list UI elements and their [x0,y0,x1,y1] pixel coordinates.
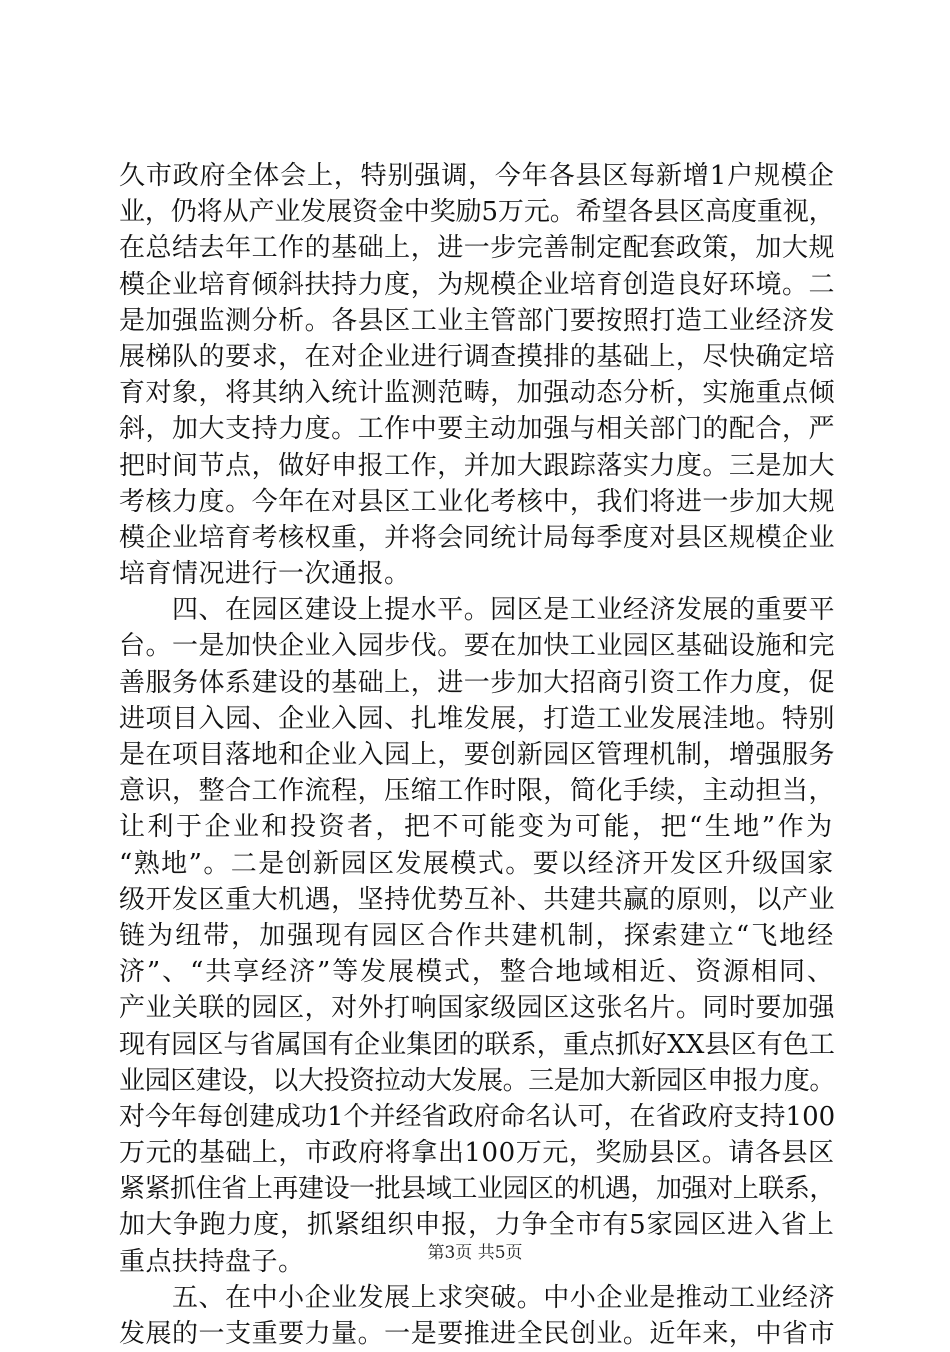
text-line: 展梯队的要求，在对企业进行调查摸排的基础上，尽快确定培 [119,341,835,372]
text-line: 紧紧抓住省上再建设一批县域工业园区的机遇，加强对上联系， [119,1174,835,1205]
text-line: 级开发区重大机遇，坚持优势互补、共建共赢的原则，以产业 [119,884,835,915]
text-line: 业园区建设，以大投资拉动大发展。三是加大新园区申报力度。 [119,1065,835,1096]
text-line: 育对象，将其纳入统计监测范畴，加强动态分析，实施重点倾 [119,378,835,409]
text-line: 模企业培育考核权重，并将会同统计局每季度对县区规模企业 [119,522,835,553]
text-line: 善服务体系建设的基础上，进一步加大招商引资工作力度，促 [119,667,835,698]
text-line: 济”、“共享经济”等发展模式，整合地域相近、资源相同、 [119,957,835,988]
text-line: 进项目入园、企业入园、扎堆发展，打造工业发展洼地。特别 [119,703,835,734]
text-line: 万元的基础上，市政府将拿出100万元，奖励县区。请各县区 [119,1138,835,1169]
text-line: 意识，整合工作流程，压缩工作时限，简化手续，主动担当， [119,776,835,807]
text-line: 五、在中小企业发展上求突破。中小企业是推动工业经济 [119,1282,835,1313]
text-line: 在总结去年工作的基础上，进一步完善制定配套政策，加大规 [119,233,835,264]
text-line: 斜，加大支持力度。工作中要主动加强与相关部门的配合，严 [119,414,835,445]
text-line: 发展的一支重要力量。一是要推进全民创业。近年来，中省市 [119,1319,835,1349]
text-line: “熟地”。二是创新园区发展模式。要以经济开发区升级国家 [119,848,835,879]
text-line: 模企业培育倾斜扶持力度，为规模企业培育创造良好环境。二 [119,269,835,300]
text-line: 把时间节点，做好申报工作，并加大跟踪落实力度。三是加大 [119,450,835,481]
text-line: 让利于企业和投资者，把不可能变为可能，把“生地”作为 [119,812,835,843]
text-line: 对今年每创建成功1个并经省政府命名认可，在省政府支持100 [119,1101,835,1132]
text-line: 业，仍将从产业发展资金中奖励5万元。希望各县区高度重视， [119,197,835,228]
text-line: 重点扶持盘子。 [119,1246,305,1277]
text-line: 四、在园区建设上提水平。园区是工业经济发展的重要平 [119,595,835,626]
text-line: 现有园区与省属国有企业集团的联系，重点抓好XX县区有色工 [119,1029,835,1060]
text-line: 加大争跑力度，抓紧组织申报，力争全市有5家园区进入省上 [119,1210,835,1241]
text-line: 培育情况进行一次通报。 [119,559,411,590]
text-line: 是在项目落地和企业入园上，要创新园区管理机制，增强服务 [119,740,835,770]
document-body [119,158,835,1352]
text-line: 链为纽带，加强现有园区合作共建机制，探索建立“飞地经 [119,920,835,951]
text-line: 台。一是加快企业入园步伐。要在加快工业园区基础设施和完 [119,631,835,662]
text-line: 产业关联的园区，对外打响国家级园区这张名片。同时要加强 [119,993,835,1024]
text-line: 是加强监测分析。各县区工业主管部门要按照打造工业经济发 [119,305,835,336]
text-line: 考核力度。今年在对县区工业化考核中，我们将进一步加大规 [119,486,835,517]
page-footer: 第3页 共5页 [427,1243,523,1263]
text-line: 久市政府全体会上，特别强调，今年各县区每新增1户规模企 [119,161,835,191]
